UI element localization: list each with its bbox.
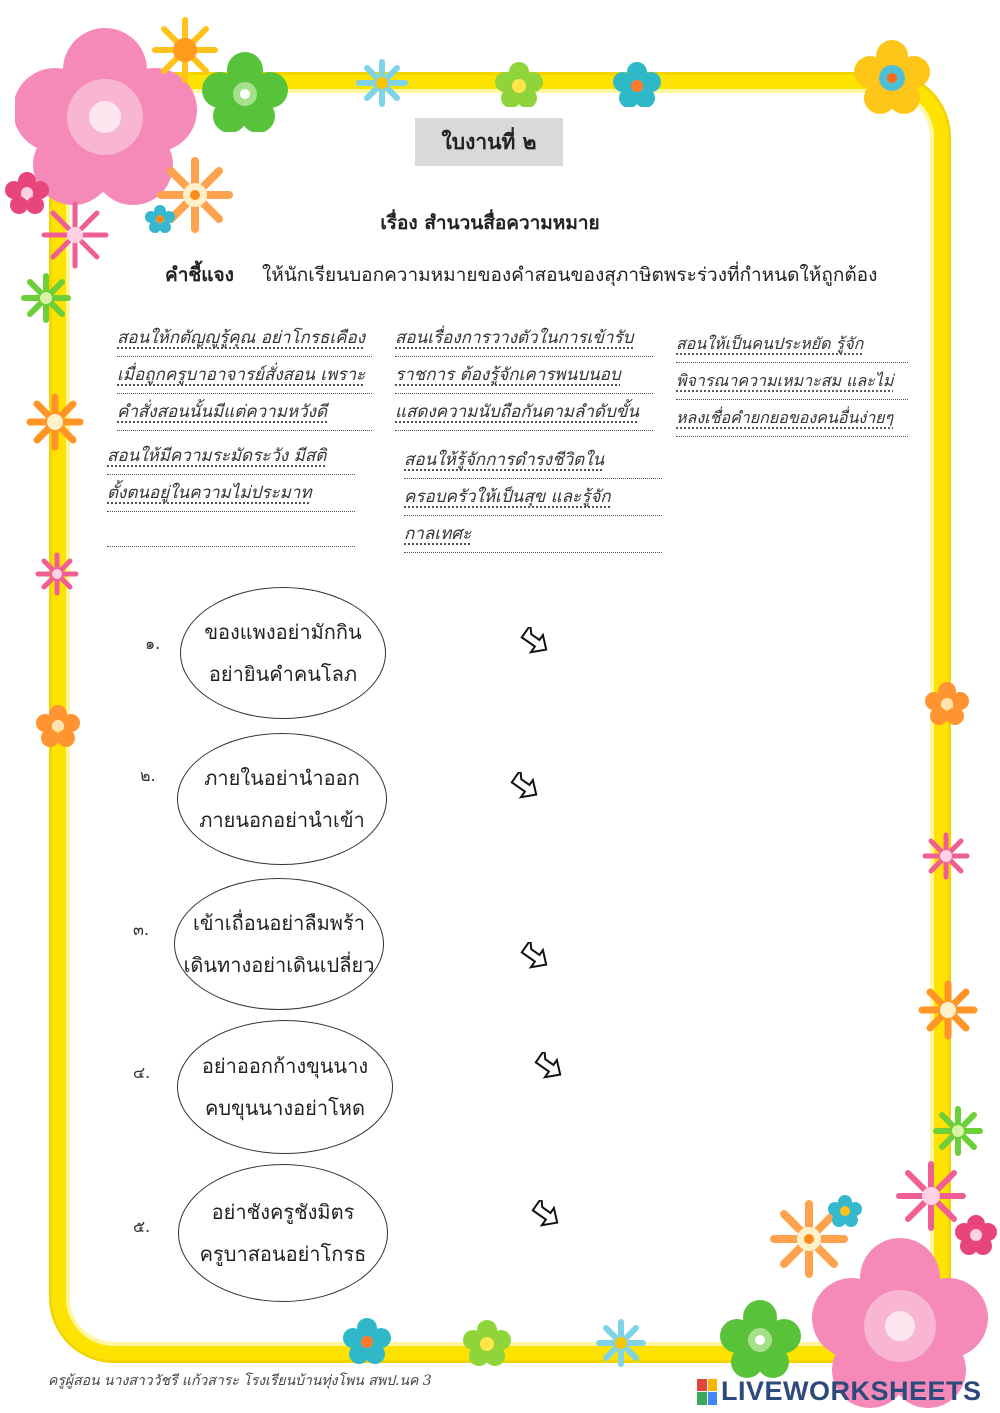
instruction-text: ให้นักเรียนบอกความหมายของคำสอนของสุภาษิตพระร่วงที่กำหนดให้ถูกต้อง (261, 264, 878, 286)
flower-decoration-teal-top (612, 62, 662, 107)
brand-name: LIVEWORKSHEETS (721, 1376, 982, 1406)
arrow-icon (516, 627, 550, 661)
answer-line: พิจารณาความเหมาะสม และไม่ (676, 363, 908, 400)
proverb-line: ภายนอกอย่านำเข้า (199, 808, 365, 832)
answer-option-1[interactable] (117, 320, 372, 431)
flower-decoration-right-pink-1 (922, 832, 970, 880)
proverb-ellipse-5 (178, 1164, 388, 1302)
flower-decoration-right-orange-2 (918, 980, 978, 1040)
answer-line: สอนให้มีความระมัดระวัง มีสติ (107, 438, 355, 475)
question-number: ๑. (145, 634, 161, 653)
flower-decoration-right-green (932, 1105, 984, 1157)
answer-line: สอนเรื่องการวางตัวในการเข้ารับ (395, 320, 653, 357)
flower-decoration-left-pink-mid (35, 552, 79, 596)
answer-option-2[interactable] (395, 320, 653, 431)
answer-line: กาลเทศะ (404, 516, 662, 553)
proverb-ellipse-2 (177, 733, 387, 865)
flower-decoration-bottom-blue (595, 1318, 647, 1368)
arrow-icon (506, 772, 540, 806)
answer-line: เมื่อถูกครูบาอาจารย์สั่งสอน เพราะ (117, 357, 372, 394)
flower-decoration-left-orange-low (36, 705, 80, 747)
flower-decoration-bottom-teal (342, 1318, 392, 1364)
proverb-line: ภายในอย่านำออก (204, 766, 360, 790)
flower-decoration-lime-top (495, 62, 543, 107)
teacher-credit: ครูผู้สอน นางสาววัชรี แก้วสาระ โรงเรียนบ้านทุ่งโพน สพป.นค 3 (48, 1373, 432, 1389)
flower-decoration-sun-top (150, 15, 220, 85)
liveworksheets-logo[interactable] (697, 1376, 982, 1407)
worksheet-subject: เรื่อง สำนวนสื่อความหมาย (380, 212, 600, 234)
answer-option-4[interactable] (107, 438, 355, 547)
question-number: ๒. (140, 766, 156, 785)
answer-line: ครอบครัวให้เป็นสุข และรู้จัก (404, 479, 662, 516)
proverb-ellipse-1 (180, 587, 386, 719)
answer-line: สอนให้กตัญญูรู้คุณ อย่าโกรธเคือง (117, 320, 372, 357)
answer-line-blank (107, 512, 355, 547)
flower-decoration-top-right (852, 40, 932, 115)
answer-line: สอนให้รู้จักการดำรงชีวิตใน (404, 442, 662, 479)
answer-line: ราชการ ต้องรู้จักเคารพนบนอบ (395, 357, 653, 394)
proverb-ellipse-3 (174, 878, 384, 1010)
answer-line: หลงเชื่อคำยกยอของคนอื่นง่ายๆ (676, 400, 908, 437)
worksheet-title: ใบงานที่ ๒ (415, 118, 563, 166)
proverb-line: ครูบาสอนอย่าโกรธ (199, 1242, 367, 1266)
answer-line: ตั้งตนอยู่ในความไม่ประมาท (107, 475, 355, 512)
flower-decoration-left-orange (26, 393, 84, 451)
proverb-line: อย่ายินคำคนโลภ (208, 662, 358, 686)
liveworksheets-logo-icon (697, 1379, 717, 1405)
answer-option-3[interactable] (676, 326, 908, 437)
flower-decoration-bottom-lime (462, 1320, 512, 1366)
answer-line: สอนให้เป็นคนประหยัด รู้จัก (676, 326, 908, 363)
proverb-line: อย่าชังครูชังมิตร (211, 1200, 355, 1224)
question-number: ๕. (133, 1217, 151, 1236)
instruction-label: คำชี้แจง (165, 264, 234, 286)
proverb-line: อย่าออกก้างขุนนาง (201, 1054, 369, 1078)
flower-decoration-right-orange-1 (924, 682, 970, 726)
flower-decoration-blue-top (355, 58, 410, 108)
flower-decoration-bottom-green (718, 1300, 803, 1378)
question-number: ๓. (133, 920, 150, 939)
flower-decoration-bottom-right-teal (828, 1195, 862, 1227)
answer-line: แสดงความนับถือกันตามลำดับขั้น (395, 394, 653, 431)
flower-decoration-left-green (20, 272, 72, 324)
proverb-line: เดินทางอย่าเดินเปลี่ยว (183, 953, 375, 977)
instruction (165, 260, 885, 290)
question-number: ๔. (133, 1063, 151, 1082)
answer-line: คำสั่งสอนนั้นมีแต่ความหวังดี (117, 394, 372, 431)
proverb-line: เข้าเถื่อนอย่าลืมพร้า (193, 911, 365, 935)
arrow-icon (516, 942, 550, 976)
proverb-line: คบขุนนางอย่าโหด (205, 1096, 365, 1120)
answer-option-5[interactable] (404, 442, 662, 553)
proverb-ellipse-4 (177, 1020, 393, 1154)
arrow-icon (530, 1052, 564, 1086)
proverb-line: ของแพงอย่ามักกิน (204, 620, 362, 644)
arrow-icon (527, 1200, 561, 1234)
